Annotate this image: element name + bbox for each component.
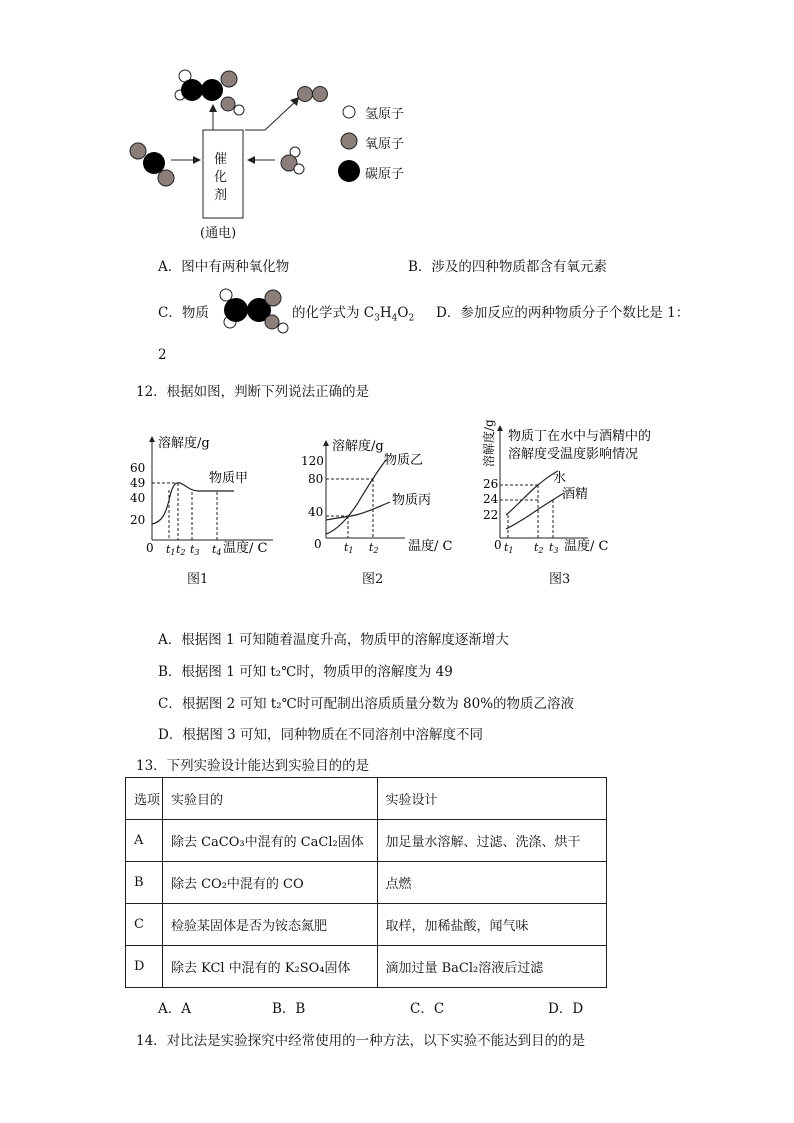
fig2-xtick-t1: t1 [344,541,354,555]
fig3-series-water: 水 [553,471,567,486]
header-option: 选项 [126,778,163,820]
table-header-row [126,778,607,820]
fig2-curve-yi [326,460,386,534]
legend-carbon-label: 碳原子 [365,167,405,182]
fig1-xtick-t1: t1 [166,543,176,557]
fig1-origin: 0 [146,541,154,555]
q11-option-d-cont: 2 [158,347,167,363]
q11-option-d: D．参加反应的两种物质分子个数比是 1： [436,305,690,321]
header-goal: 实验目的 [162,778,377,820]
table-row [126,946,607,988]
fig3-ytick-24: 24 [483,492,499,506]
row-option: B [126,862,163,904]
fig2-origin: 0 [314,537,322,551]
q12-option-c: C．根据图 2 可知 t₂℃时可配制出溶质质量分数为 80%的物质乙溶液 [158,696,575,712]
fig3-chart [478,405,678,560]
q11-option-a: A．图中有两种氧化物 [158,259,290,275]
row-design: 取样，加稀盐酸，闻气味 [377,904,607,946]
option-c-molecule [212,282,292,338]
table-row [126,820,607,862]
q13-choice-d: D．D [548,1001,584,1017]
fig1-xtick-t3: t3 [190,543,200,557]
catalyst-caption: (通电) [200,226,237,241]
product-molecule-right [298,87,328,102]
fig3-title-1: 物质丁在水中与酒精中的 [508,429,652,444]
row-option: A [126,820,163,862]
header-design: 实验设计 [377,778,607,820]
q12-option-a: A．根据图 1 可知随着温度升高，物质甲的溶解度逐渐增大 [158,632,509,648]
q12-stem: 12．根据如图，判断下列说法正确的是 [136,384,370,400]
legend-oxygen-icon [341,133,357,149]
fig3-xtick-t1: t1 [504,541,514,555]
fig3-title-2: 溶解度受温度影响情况 [508,447,639,462]
table-row [126,904,607,946]
legend-hydrogen-label: 氢原子 [365,107,405,122]
legend-carbon-icon [338,160,360,182]
legend-oxygen-label: 氧原子 [365,137,405,152]
fig2-curve-bing [326,502,390,520]
row-goal: 除去 KCl 中混有的 K₂SO₄固体 [162,946,377,988]
legend-hydrogen-icon [343,106,355,118]
fig3-ytick-22: 22 [483,508,499,522]
q11-option-c-formula: 的化学式为 $C_3H_4O_2$ [292,305,415,324]
fig1-caption: 图1 [187,572,209,587]
reactant-molecule-left [130,143,174,186]
q13-table [125,777,607,988]
reactant-molecule-right [281,147,304,174]
q14-stem: 14．对比法是实验探究中经常使用的一种方法，以下实验不能达到目的的是 [136,1033,586,1049]
fig3-xtick-t3: t3 [549,541,559,555]
fig1-ytick-49: 49 [130,476,146,490]
catalyst-label-3: 剂 [214,188,228,203]
row-option: D [126,946,163,988]
fig3-xlabel: 温度/ C [564,539,609,554]
fig3-ytick-26: 26 [483,477,499,491]
fig1-curve [152,483,234,524]
fig2-series-bing: 物质丙 [392,493,432,508]
fig3-xtick-t2: t2 [534,541,544,555]
fig2-ylabel: 溶解度/g [332,439,384,454]
product-molecule-top [175,70,244,115]
q13-choice-c: C．C [410,1001,445,1017]
q11-option-b: B．涉及的四种物质都含有氧元素 [408,259,607,275]
fig2-caption: 图2 [362,572,384,587]
fig1-series-label: 物质甲 [209,471,249,486]
fig3-series-alcohol: 酒精 [562,487,589,502]
q12-option-b: B．根据图 1 可知 t₂℃时，物质甲的溶解度为 49 [158,664,453,680]
fig3-ylabel: 溶解度/g [482,419,496,467]
catalyst-label-2: 化 [214,170,228,185]
q12-option-d: D．根据图 3 可知，同种物质在不同溶剂中溶解度不同 [158,727,483,743]
reaction-diagram [125,62,425,242]
fig3-curve-alcohol [506,493,564,529]
fig1-xtick-t2: t2 [176,543,186,557]
fig1-chart [128,430,278,560]
fig2-ytick-40: 40 [308,505,324,519]
row-design: 加足量水溶解、过滤、洗涤、烘干 [377,820,607,862]
q11-option-c-pre: C．物质 [158,305,209,321]
row-goal: 除去 CaCO₃中混有的 CaCl₂固体 [162,820,377,862]
fig3-curve-water [506,471,558,515]
table-row [126,862,607,904]
fig2-series-yi: 物质乙 [384,453,424,468]
fig1-ytick-20: 20 [130,513,146,527]
fig3-caption: 图3 [549,572,571,587]
catalyst-label-1: 催 [214,152,228,167]
fig2-xtick-t2: t2 [369,541,379,555]
row-option: C [126,904,163,946]
fig1-xlabel: 温度/ C [223,541,268,556]
fig2-ytick-120: 120 [301,454,324,468]
row-goal: 检验某固体是否为铵态氮肥 [162,904,377,946]
fig2-chart [300,430,460,560]
fig1-ytick-40: 40 [130,491,146,505]
row-goal: 除去 CO₂中混有的 CO [162,862,377,904]
q13-choice-a: A．A [158,1001,191,1017]
q13-choice-b: B．B [272,1001,306,1017]
fig2-ytick-80: 80 [308,472,324,486]
fig1-ylabel: 溶解度/g [158,436,210,451]
fig2-xlabel: 温度/ C [408,539,453,554]
row-design: 滴加过量 BaCl₂溶液后过滤 [377,946,607,988]
q13-stem: 13．下列实验设计能达到实验目的的是 [136,758,370,774]
fig1-ytick-60: 60 [130,461,146,475]
fig1-xtick-t4: t4 [212,543,222,557]
row-design: 点燃 [377,862,607,904]
fig3-origin: 0 [494,538,502,552]
